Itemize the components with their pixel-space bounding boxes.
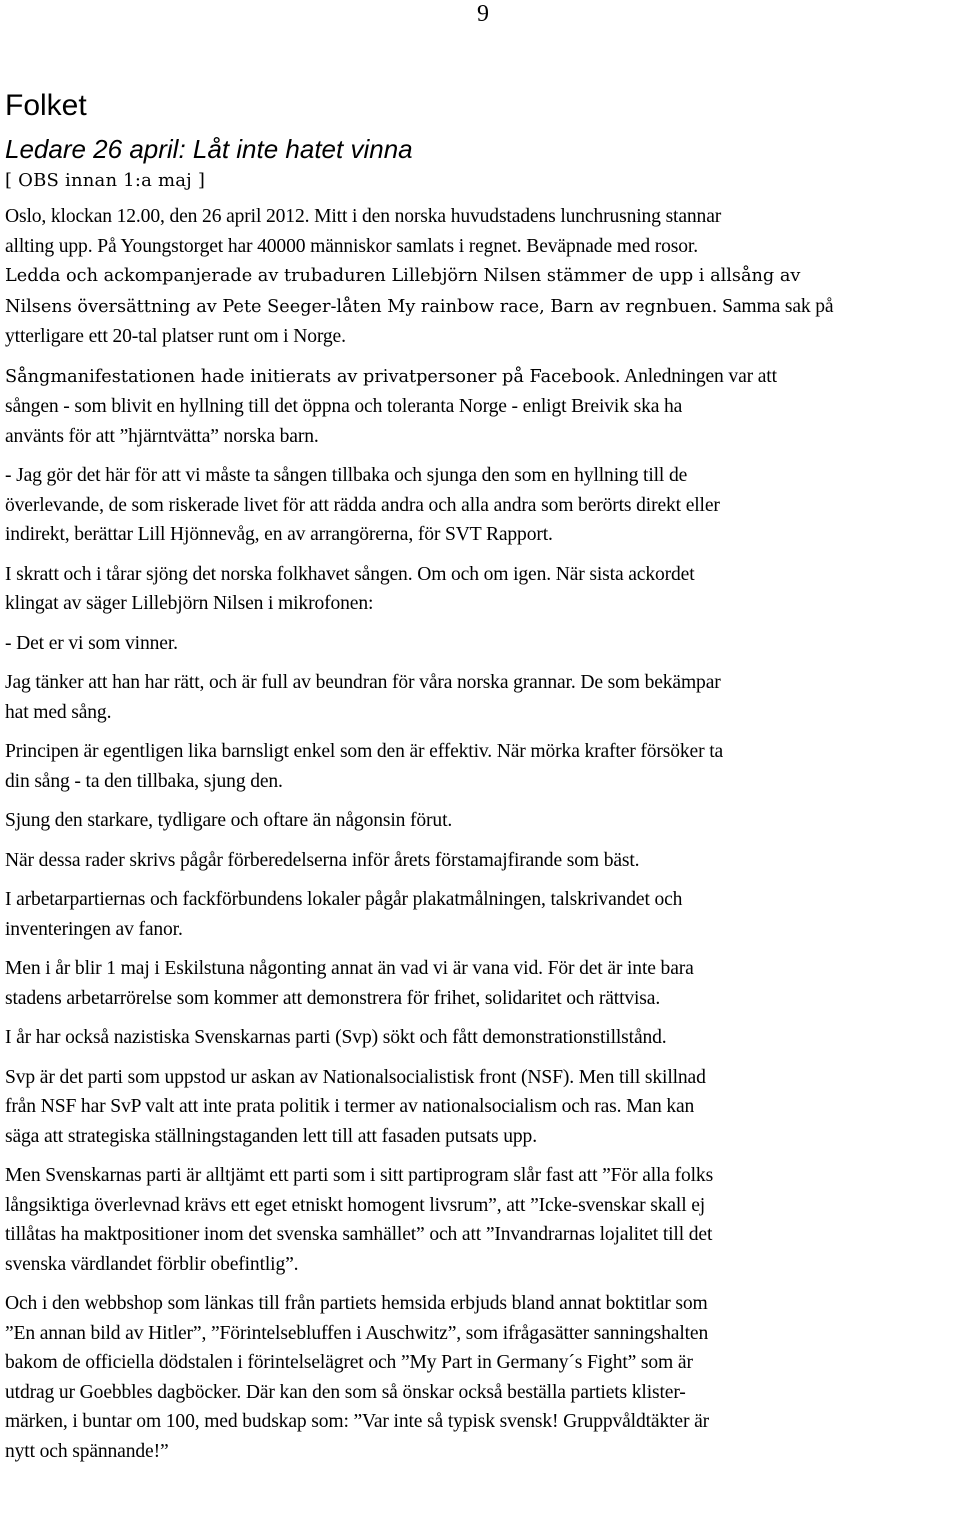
paragraph-12: I år har också nazistiska Svenskarnas parti (Svp) sökt och fått demonstrationstillstånd. [5, 1027, 667, 1048]
paragraph-10: I arbetarpartiernas och fackförbundens lokaler pågår plakatmålningen, talskrivandet och inventeringen av fanor. [5, 889, 683, 940]
paragraph-1-alt-line-2: Nilsens översättning av Pete Seeger-låten My rainbow race, Barn av regnbuen. [5, 296, 718, 317]
paragraph-8: Sjung den starkare, tydligare och oftare än någonsin förut. [5, 810, 453, 831]
paragraph-7: Principen är egentligen lika barnsligt enkel som den är effektiv. När mörka krafter försöker ta din sång - ta den tillbaka, sjung den. [5, 741, 724, 792]
paragraph-11: Men i år blir 1 maj i Eskilstuna någonting annat än vad vi är vana vid. För det är inte bara stadens arbetarrörelse som kommer att demonstrera för frihet, solidaritet och rättvisa. [5, 958, 694, 1009]
paragraph-13: Svp är det parti som uppstod ur askan av Nationalsocialistisk front (NSF). Men till skillnad från NSF har SvP valt att inte prata politik i termer av nationalsocialism och ras. Man kan säga att strategiska ställningstaganden lett till att fasaden putsats upp. [5, 1066, 706, 1147]
paragraph-9: När dessa rader skrivs pågår förberedelserna inför årets förstamajfirande som bäst. [5, 849, 640, 871]
paragraph-4: I skratt och i tårar sjöng det norska folkhavet sången. Om och om igen. När sista ackordet klingat av säger Lillebjörn Nilsen i mikrofonen: [5, 563, 695, 614]
paragraph-2-lead: Sångmanifestationen hade initierats av privatpersoner på Facebook. [5, 366, 621, 387]
paragraph-1-line-1: Oslo, klockan 12.00, den 26 april 2012. Mitt i den norska huvudstadens lunchrusning stannar [5, 206, 722, 227]
paragraph-2-rest: Anledningen var att sången - som blivit en hyllning till det öppna och toleranta Norge - enligt Breivik ska ha använts för att ”hjärntvätta” norska barn. [5, 365, 777, 447]
paragraph-1-line-2: allting upp. På Youngstorget har 40000 människor samlats i regnet. Beväpnade med rosor. [5, 235, 698, 257]
paragraph-1-alt-line-1: Ledda och ackompanjerade av trubaduren Lillebjörn Nilsen stämmer de upp i allsång av [5, 266, 801, 286]
paragraph-1 [5, 202, 955, 352]
article [5, 86, 955, 1476]
paragraph-15: Och i den webbshop som länkas till från partiets hemsida erbjuds bland annat boktitlar som ”En annan bild av Hitler”, ”Förintelsebluffen i Auschwitz”, som ifrågasätter sanningshalten bakom de officiella dödstalen i förintelselägret och ”My Part in Germany´s Fight” som är utdrag ur Goebbles dagböcker. Där kan den som så önskar också beställa partiets klister- märken, i buntar om 100, med budskap som: ”Var inte så typisk svensk! Gruppvåldtäkter är nytt och spännande!” [5, 1293, 709, 1462]
publication-name: Folket [5, 89, 87, 122]
paragraph-2 [5, 362, 955, 452]
page-number: 9 [477, 1, 489, 27]
paragraph-3: - Jag gör det här för att vi måste ta sången tillbaka och sjunga den som en hyllning till de överlevande, de som riskerade livet för att rädda andra och alla andra som berörts direkt eller indirekt, berättar Lill Hjönnevåg, en av arrangörerna, för SVT Rapport. [5, 465, 720, 545]
article-headline: Ledare 26 april: Låt inte hatet vinna [5, 134, 413, 164]
paragraph-14: Men Svenskarnas parti är alltjämt ett parti som i sitt partiprogram slår fast att ”För alla folks långsiktiga överlevnad krävs ett eget etniskt homogent livsrum”, att ”Icke-svenskar skall ej tillåtas ha maktpositioner inom det svenska samhället” och att ”Invandrarnas lojalitet till det svenska värdlandet förblir obefintlig”. [5, 1165, 714, 1275]
paragraph-6: Jag tänker att han har rätt, och är full av beundran för våra norska grannar. De som bekämpar hat med sång. [5, 672, 721, 723]
paragraph-5: - Det er vi som vinner. [5, 632, 178, 654]
paragraph-1-tail: Samma sak på ytterligare ett 20-tal platser runt om i Norge. [5, 295, 834, 347]
article-tag: [ OBS innan 1:a maj ] [5, 170, 206, 191]
